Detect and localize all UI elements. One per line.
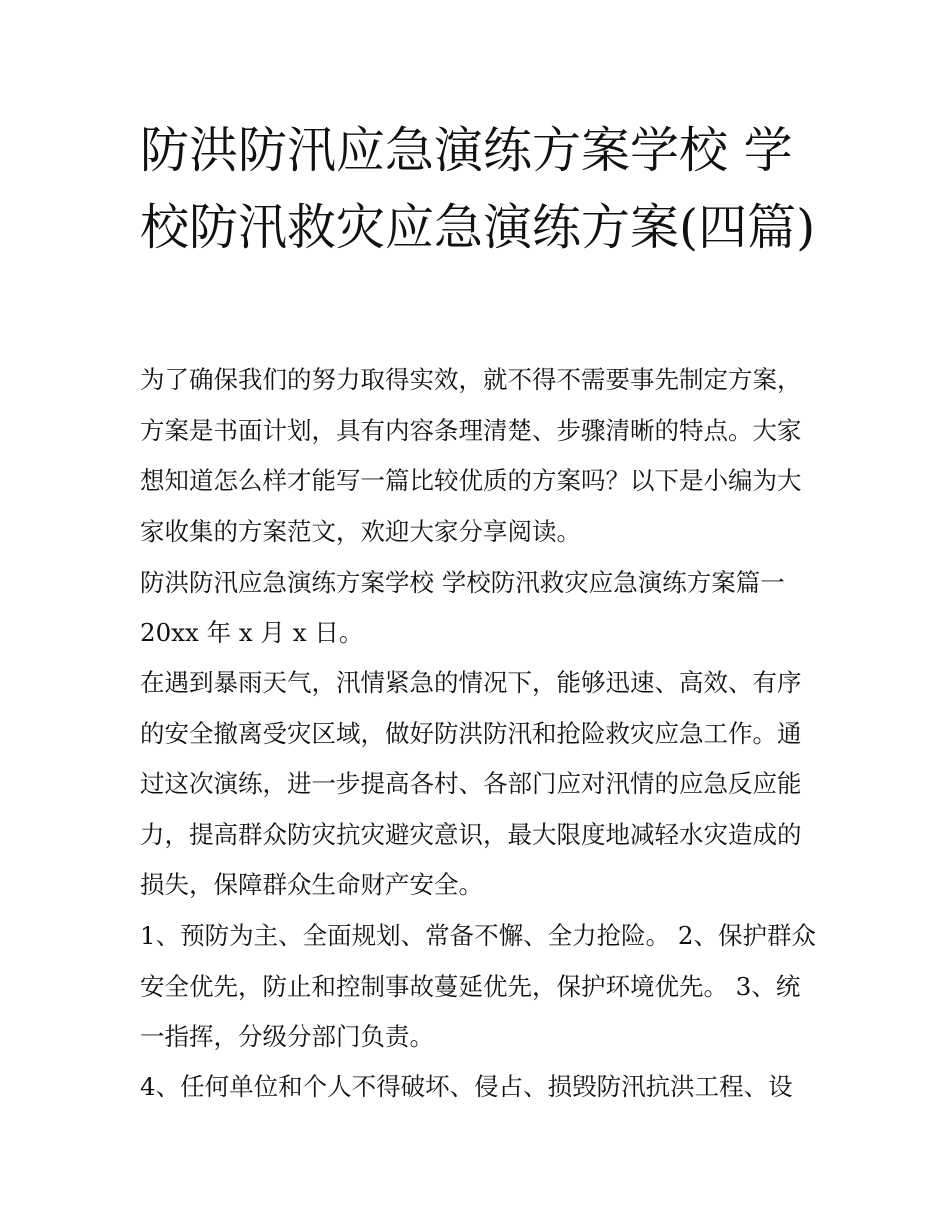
- item-4-paragraph: 4、任何单位和个人不得破坏、侵占、损毁防汛抗洪工程、设: [140, 1072, 793, 1101]
- principles-paragraph: 1、预防为主、全面规划、常备不懈、全力抢险。 2、保护群众安全优先，防止和控制事故蔓延优先，保护环境优先。 3、统一指挥，分级分部门负责。: [140, 921, 816, 1051]
- intro-paragraph: 为了确保我们的努力取得实效，就不得不需要事先制定方案，方案是书面计划，具有内容条理清楚、步骤清晰的特点。大家想知道怎么样才能写一篇比较优质的方案吗？以下是小编为大家收集的方案范文，欢迎大家分享阅读。: [140, 365, 802, 546]
- purpose-paragraph: 在遇到暴雨天气，汛情紧急的情况下，能够迅速、高效、有序的安全撤离受灾区域，做好防洪防汛和抢险救灾应急工作。通过这次演练，进一步提高各村、各部门应对汛情的应急反应能力，提高群众防灾抗灾避灾意识，最大限度地减轻水灾造成的损失，保障群众生命财产安全。: [140, 668, 802, 899]
- document-title: 防洪防汛应急演练方案学校 学校防汛救灾应急演练方案(四篇): [140, 122, 816, 256]
- date-line: 20xx 年 x 月 x 日。: [140, 618, 364, 647]
- section-heading: 防洪防汛应急演练方案学校 学校防汛救灾应急演练方案篇一: [140, 568, 785, 597]
